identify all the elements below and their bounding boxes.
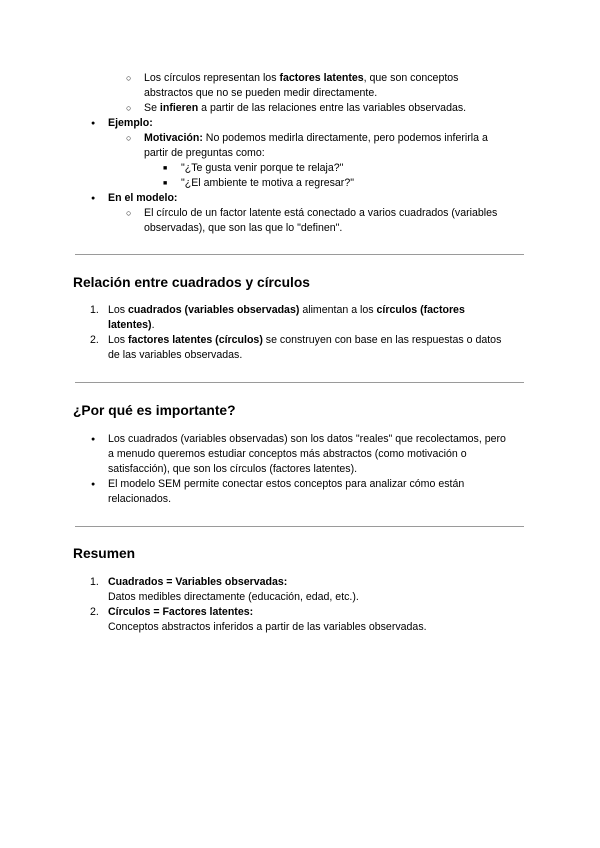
importante-bullet2-line2: relacionados. (108, 493, 172, 505)
bold-text: factores latentes (279, 72, 364, 84)
model-line2: observadas), que son las que lo "definen". (144, 222, 343, 234)
text: No podemos medirla directamente, pero podemos inferirla a (202, 132, 488, 144)
sub-bullet-marker (126, 131, 131, 145)
resumen-item1-desc: Datos medibles directamente (educación, edad, etc.). (108, 591, 359, 603)
bold-text: cuadrados (variables observadas) (128, 304, 300, 316)
bold-text: factores latentes (círculos) (128, 334, 263, 346)
question-2: "¿El ambiente te motiva a regresar?" (181, 177, 354, 189)
model-line1: El círculo de un factor latente está conectado a varios cuadrados (variables (144, 207, 498, 219)
sub-bullet-marker (126, 101, 131, 115)
resumen-item2-desc: Conceptos abstractos inferidos a partir de las variables observadas. (108, 621, 427, 633)
text: se construyen con base en las respuestas o datos (262, 334, 502, 346)
relacion-item1-line2 (108, 318, 155, 332)
bold-text: círculos (factores (376, 304, 465, 316)
bullet-marker (91, 432, 95, 448)
bullet-marker (91, 191, 95, 207)
motivation-line2: partir de preguntas como: (144, 147, 265, 159)
text: , que son conceptos (363, 72, 459, 84)
importante-bullet1-line2: a menudo queremos estudiar conceptos más abstractos (como motivación o (108, 448, 467, 460)
relacion-item1-line1 (108, 303, 465, 317)
horizontal-rule (75, 382, 524, 383)
list-number: 1. (90, 576, 99, 588)
resumen-item1-title: Cuadrados = Variables observadas: (108, 576, 288, 588)
relacion-item2-line1 (108, 333, 501, 347)
text: Los (108, 334, 129, 346)
text: Los (108, 304, 129, 316)
model-label: En el modelo: (108, 192, 178, 204)
square-bullet-marker (163, 176, 167, 192)
example-label: Ejemplo: (108, 117, 153, 129)
inference-line (144, 101, 466, 115)
section-title-importante: ¿Por qué es importante? (73, 403, 236, 418)
bullet-marker (91, 116, 95, 132)
section-title-relacion: Relación entre cuadrados y círculos (73, 275, 310, 290)
horizontal-rule (75, 526, 524, 527)
bullet-marker (91, 477, 95, 493)
text: a partir de las relaciones entre las variables observadas. (198, 102, 467, 114)
list-number: 1. (90, 304, 99, 316)
bold-text: Motivación: (144, 132, 203, 144)
bold-text: latentes) (108, 319, 152, 331)
section-title-resumen: Resumen (73, 546, 136, 561)
text: Los círculos representan los (144, 72, 280, 84)
relacion-item2-line2: de las variables observadas. (108, 349, 243, 361)
latent-factor-definition-line1 (144, 71, 458, 85)
sub-bullet-marker (126, 71, 131, 85)
sub-bullet-marker (126, 206, 131, 220)
list-number: 2. (90, 606, 99, 618)
importante-bullet1-line3: satisfacción), que son los círculos (factores latentes). (108, 463, 358, 475)
latent-factor-definition-line2: abstractos que no se pueden medir directamente. (144, 87, 378, 99)
horizontal-rule (75, 254, 524, 255)
importante-bullet2-line1: El modelo SEM permite conectar estos conceptos para analizar cómo están (108, 478, 465, 490)
square-bullet-marker (163, 161, 167, 177)
text: Se (144, 102, 160, 114)
importante-bullet1-line1: Los cuadrados (variables observadas) son los datos "reales" que recolectamos, pero (108, 433, 506, 445)
motivation-line1 (144, 131, 488, 145)
list-number: 2. (90, 334, 99, 346)
bold-text: infieren (159, 102, 199, 114)
text: . (151, 319, 155, 331)
resumen-item2-title: Círculos = Factores latentes: (108, 606, 254, 618)
question-1: "¿Te gusta venir porque te relaja?" (181, 162, 344, 174)
text: alimentan a los (299, 304, 377, 316)
